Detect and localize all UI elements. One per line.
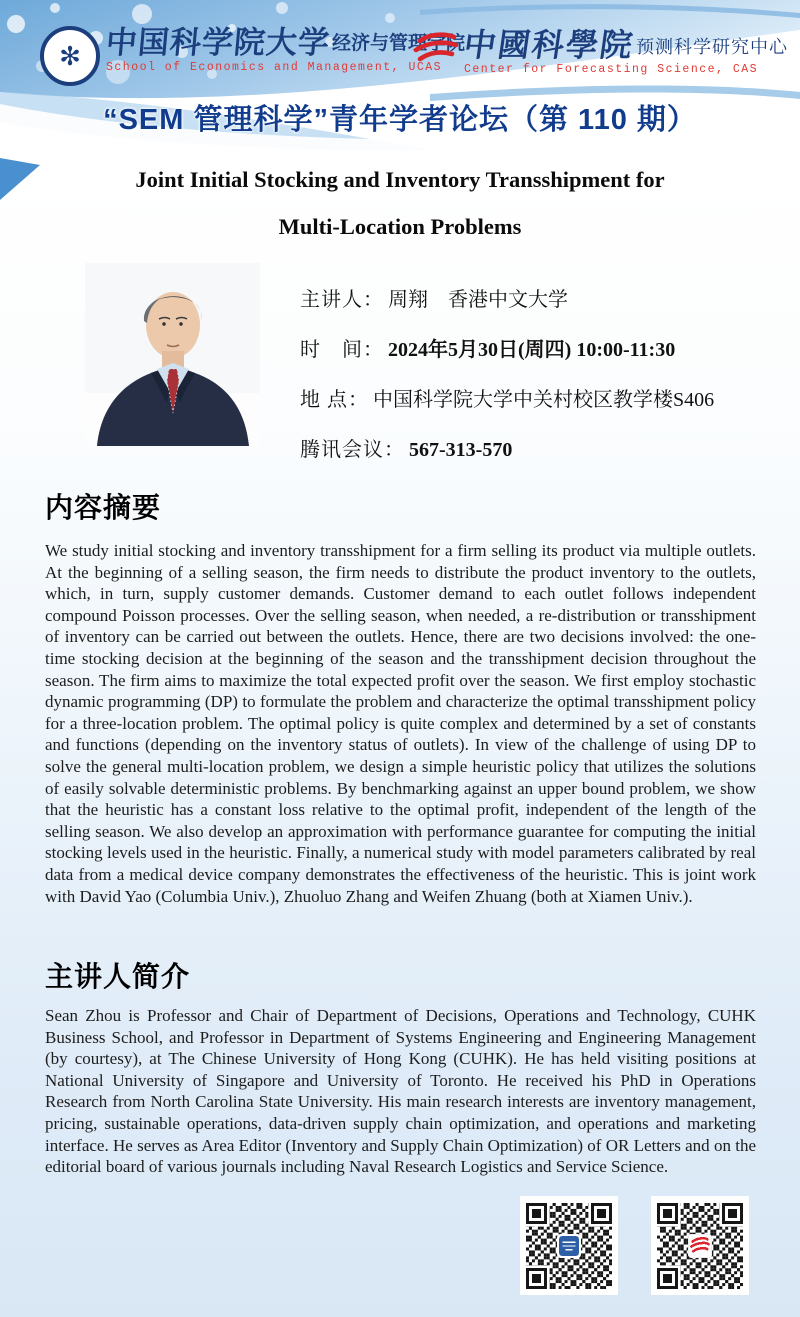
speaker-label: 主讲人：: [300, 289, 384, 311]
cas-red-swoosh-icon: [412, 28, 460, 72]
speaker-value: 周翔 香港中文大学: [388, 289, 568, 311]
talk-title-line1: Joint Initial Stocking and Inventory Transshipment for: [135, 167, 665, 192]
ucas-emblem-flower-icon: ✻: [40, 26, 100, 86]
time-row: [300, 333, 770, 383]
location-value: 中国科学院大学中关村校区教学楼S406: [373, 389, 715, 411]
meeting-value: 567-313-570: [409, 439, 513, 461]
abstract-heading: 内容摘要: [45, 492, 162, 523]
speaker-info: [300, 283, 770, 483]
location-row: [300, 383, 770, 433]
bio-heading: 主讲人简介: [45, 961, 191, 992]
talk-title-line2: Multi-Location Problems: [278, 214, 522, 239]
qr-code-sem-wechat-icon: [520, 1196, 618, 1295]
cfs-center-name-en: Center for Forecasting Science, CAS: [464, 63, 759, 76]
sem-school-name-en: School of Economics and Management, UCAS: [106, 61, 443, 74]
talk-title: [0, 156, 800, 250]
abstract-text: We study initial stocking and inventory transshipment for a firm selling its product via multiple outlets. At the beginning of a selling season, the firm needs to distribute the product inventory to the outlets, which, in turn, supply customer demands. Customer demand to each outlet follows independent compound Poisson processes. Over the selling season, when needed, a re-distribution or transshipment of inventory can be carried out between the outlets. Hence, there are two decisions involved: the one-time stocking decision at the beginning of the season and the transshipment decision throughout the season. The firm aims to maximize the total expected profit over the season. We first employ stochastic dynamic programming (DP) to formulate the problem and characterize the optimal transshipment policy for a three-location problem. The optimal policy is quite complex and determined by a set of constants and functions (depending on the inventory status of outlets). In view of the challenge of using DP to solve the general multi-location problem, we design a simple heuristic policy that utilizes the solutions of easily solvable deterministic problems. By benchmarking against an upper bound problem, we show that the heuristic has a constant loss relative to the optimal profit, independent of the length of the selling season. We also develop an approximation with performance guarantee for computing the initial stocking levels used in the heuristic. Finally, a numerical study with model parameters calibrated by real data from a medical device company demonstrates the effectiveness of the heuristic. This is joint work with David Yao (Columbia Univ.), Zhuoluo Zhang and Weifen Zhuang (both at Xiamen Univ.).: [45, 541, 756, 906]
forum-series-title: “SEM 管理科学”青年学者论坛（第 110 期）: [103, 104, 697, 136]
meeting-row: [300, 433, 770, 483]
cas-academy-name: 中國科學院: [461, 27, 637, 63]
sem-school-name: 经济与管理学院: [332, 33, 466, 54]
cfs-center-name: 预测科学研究中心: [636, 37, 789, 57]
ucas-sem-logo: [40, 26, 465, 86]
qr-code-cfs-wechat-icon: [651, 1196, 749, 1295]
bio-text: Sean Zhou is Professor and Chair of Department of Decisions, Operations and Technology, CUHK Business School, and Professor in Department of Systems Engineering and Engineering Management (by courtesy), at The Chinese University of Hong Kong (CUHK). He has held visiting positions at National University of Singapore and University of Toronto. He received his PhD in Operations Research from North Carolina State University. His main research interests are inventory management, pricing, sustainable operations, data-driven supply chain optimization, and operations and marketing interface. He serves as Area Editor (Inventory and Supply Chain Optimization) of OR Letters and on the editorial board of various journals including Naval Research Logistics and Service Science.: [45, 1006, 756, 1177]
speaker-row: [300, 283, 770, 333]
cfs-cas-logo: [412, 28, 788, 76]
ucas-university-name: 中国科学院大学: [104, 25, 332, 60]
meeting-label: 腾讯会议：: [300, 439, 405, 461]
time-label: 时 间：: [300, 339, 384, 361]
header-logos: [0, 24, 800, 88]
location-label: 地 点：: [300, 389, 369, 411]
time-value: 2024年5月30日(周四) 10:00-11:30: [388, 339, 676, 361]
speaker-portrait-photo: [85, 263, 260, 446]
